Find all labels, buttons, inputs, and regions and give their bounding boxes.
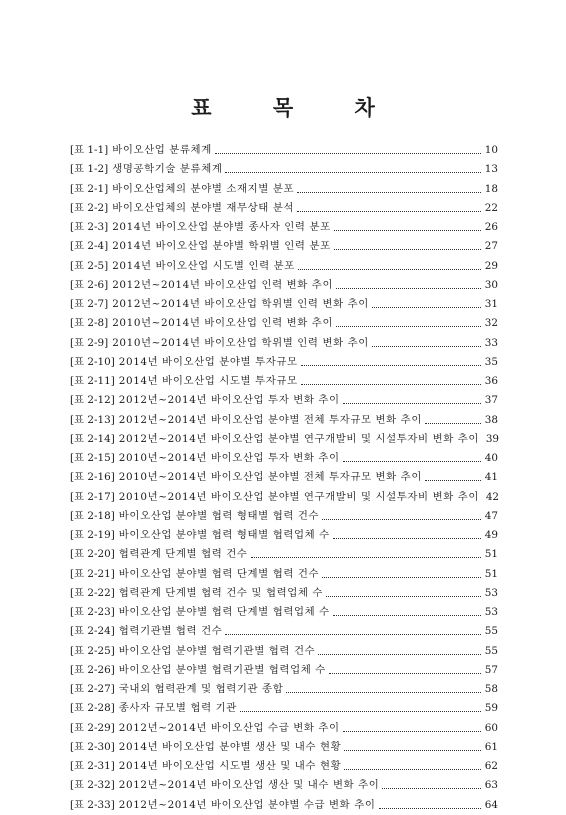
toc-entry-page: 27 bbox=[484, 240, 498, 253]
toc-entry-label bbox=[70, 180, 294, 199]
toc-leader-dots bbox=[379, 808, 482, 809]
toc-entry[interactable] bbox=[70, 642, 498, 661]
toc-entry-number: [표 2-7] bbox=[70, 298, 109, 310]
toc-entry-title: 2012년~2014년 바이오산업 수급 변화 추이 bbox=[118, 721, 340, 734]
toc-entry-number: [표 2-11] bbox=[70, 375, 115, 387]
toc-leader-dots bbox=[333, 615, 481, 616]
toc-entry-page: 58 bbox=[484, 683, 498, 695]
toc-entry-page: 55 bbox=[484, 644, 498, 657]
toc-entry-title: 2012년~2014년 바이오산업 생산 및 내수 변화 추이 bbox=[118, 779, 380, 792]
toc-leader-dots bbox=[382, 788, 481, 789]
toc-leader-dots bbox=[372, 307, 481, 308]
toc-leader-dots bbox=[336, 326, 481, 327]
toc-entry-label bbox=[70, 603, 330, 622]
toc-entry-label bbox=[70, 334, 369, 353]
toc-entry[interactable] bbox=[70, 738, 498, 757]
toc-entry-title: 2012년~2014년 바이오산업 분야별 수급 변화 추이 bbox=[118, 798, 376, 811]
toc-entry-number: [표 2-20] bbox=[70, 548, 115, 561]
toc-entry-title: 2010년~2014년 바이오산업 분야별 전체 투자규모 변화 추이 bbox=[118, 471, 422, 484]
toc-entry-number: [표 2-18] bbox=[70, 509, 115, 522]
toc-entry-title: 바이오산업 분야별 협력기관별 협력 건수 bbox=[118, 644, 316, 657]
toc-entry[interactable] bbox=[70, 565, 498, 584]
toc-entry-label bbox=[70, 295, 369, 314]
toc-entry[interactable] bbox=[70, 353, 498, 372]
toc-entry-page: 51 bbox=[484, 567, 498, 580]
toc-entry-label bbox=[70, 584, 323, 603]
toc-entry-number: [표 2-4] bbox=[70, 240, 109, 253]
toc-leader-dots bbox=[225, 634, 481, 635]
toc-entry-label bbox=[70, 237, 331, 256]
toc-entry-number: [표 2-26] bbox=[70, 663, 115, 676]
toc-entry-title: 2010년~2014년 바이오산업 인력 변화 추이 bbox=[112, 317, 334, 330]
toc-entry-title: 생명공학기술 분류체계 bbox=[112, 163, 223, 176]
toc-entry-label bbox=[70, 468, 422, 487]
toc-entry-number: [표 2-23] bbox=[70, 606, 115, 618]
toc-entry-label bbox=[70, 757, 341, 776]
toc-leader-dots bbox=[322, 519, 481, 520]
toc-leader-dots bbox=[343, 403, 481, 404]
toc-entry-number: [표 2-30] bbox=[70, 740, 115, 753]
toc-entry-number: [표 2-16] bbox=[70, 471, 115, 484]
toc-leader-dots bbox=[344, 769, 481, 770]
toc-entry-page: 64 bbox=[484, 798, 498, 811]
toc-leader-dots bbox=[298, 269, 481, 270]
toc-entry-number: [표 2-2] bbox=[70, 201, 109, 214]
toc-entry-label bbox=[70, 507, 319, 526]
toc-entry-page: 33 bbox=[484, 336, 498, 349]
toc-entry[interactable] bbox=[70, 603, 498, 622]
toc-entry[interactable] bbox=[70, 334, 498, 353]
toc-entry-label bbox=[70, 661, 326, 680]
toc-entry-title: 바이오산업 분야별 협력 형태별 협력 건수 bbox=[118, 509, 320, 522]
toc-entry-number: [표 2-33] bbox=[70, 798, 115, 811]
toc-entry-page: 63 bbox=[484, 779, 498, 792]
toc-entry[interactable] bbox=[70, 699, 498, 718]
toc-leader-dots bbox=[425, 480, 481, 481]
toc-entry-page: 60 bbox=[484, 721, 498, 734]
toc-entry-label bbox=[70, 776, 379, 795]
toc-entry-label bbox=[70, 372, 298, 391]
toc-leader-dots bbox=[425, 423, 481, 424]
toc-leader-dots bbox=[322, 577, 481, 578]
toc-entry-number: [표 2-12] bbox=[70, 394, 115, 407]
toc-entry[interactable] bbox=[70, 237, 498, 256]
toc-leader-dots bbox=[336, 288, 481, 289]
toc-entry-title: 바이오산업체의 분야별 재무상태 분석 bbox=[112, 201, 295, 214]
toc-entry-title: 2014년 바이오산업 분야별 학위별 인력 분포 bbox=[112, 240, 331, 253]
toc-entry[interactable] bbox=[70, 411, 498, 430]
toc-entry-title: 바이오산업 분야별 협력 형태별 협력업체 수 bbox=[118, 529, 330, 541]
toc-entry-number: [표 2-24] bbox=[70, 625, 115, 638]
toc-entry[interactable] bbox=[70, 160, 498, 179]
toc-entry-title: 바이오산업체의 분야별 소재지별 분포 bbox=[112, 182, 295, 195]
toc-entry-number: [표 2-8] bbox=[70, 317, 109, 330]
toc-leader-dots bbox=[329, 673, 481, 674]
toc-leader-dots bbox=[297, 192, 481, 193]
toc-entry-page: 42 bbox=[485, 490, 500, 503]
toc-entry-number: [표 2-31] bbox=[70, 760, 115, 772]
toc-entry-page: 35 bbox=[484, 355, 498, 368]
toc-entry-label bbox=[70, 353, 298, 372]
toc-entry-page: 62 bbox=[484, 760, 498, 772]
toc-entry-page: 49 bbox=[484, 529, 498, 541]
toc-entry-title: 2012년~2014년 바이오산업 학위별 인력 변화 추이 bbox=[112, 298, 369, 310]
toc-entry[interactable] bbox=[70, 507, 498, 526]
toc-entry-number: [표 2-5] bbox=[70, 259, 109, 272]
table-of-contents-list bbox=[70, 141, 498, 815]
toc-entry-title: 2010년~2014년 바이오산업 분야별 연구개발비 및 시설투자비 변화 추이 bbox=[118, 490, 480, 503]
toc-entry-page: 26 bbox=[484, 221, 498, 233]
toc-entry-title: 2010년~2014년 바이오산업 학위별 인력 변화 추이 bbox=[112, 336, 369, 349]
toc-entry-number: [표 2-19] bbox=[70, 529, 115, 541]
toc-entry[interactable] bbox=[70, 468, 498, 487]
toc-leader-dots bbox=[215, 153, 481, 154]
toc-entry-title: 2014년 바이오산업 분야별 투자규모 bbox=[118, 355, 298, 368]
toc-entry-title: 2014년 바이오산업 분야별 종사자 인력 분포 bbox=[112, 221, 331, 233]
toc-leader-dots bbox=[286, 692, 481, 693]
toc-leader-dots bbox=[240, 711, 481, 712]
toc-entry-number: [표 2-14] bbox=[70, 432, 115, 445]
toc-entry-number: [표 2-22] bbox=[70, 586, 115, 599]
toc-entry-number: [표 2-32] bbox=[70, 779, 115, 792]
toc-leader-dots bbox=[251, 557, 481, 558]
toc-entry-label bbox=[70, 391, 340, 410]
toc-entry-page: 61 bbox=[484, 740, 498, 753]
toc-entry[interactable] bbox=[70, 257, 498, 276]
toc-entry-label bbox=[70, 160, 222, 179]
toc-entry[interactable] bbox=[70, 372, 498, 391]
toc-entry-title: 협력관계 단계별 협력 건수 및 협력업체 수 bbox=[118, 586, 324, 599]
page-title: 표 목 차 bbox=[191, 96, 402, 120]
toc-entry-page: 47 bbox=[484, 509, 498, 522]
toc-entry-label bbox=[70, 565, 319, 584]
toc-entry-number: [표 2-27] bbox=[70, 683, 115, 695]
toc-entry-page: 40 bbox=[484, 452, 498, 464]
toc-entry-number: [표 2-1] bbox=[70, 182, 109, 195]
toc-entry-label bbox=[70, 411, 422, 430]
toc-leader-dots bbox=[334, 249, 481, 250]
toc-leader-dots bbox=[333, 538, 481, 539]
toc-entry[interactable] bbox=[70, 199, 498, 218]
toc-entry-number: [표 1-1] bbox=[70, 144, 109, 156]
toc-entry-number: [표 2-6] bbox=[70, 278, 109, 291]
toc-entry-label bbox=[70, 526, 330, 545]
toc-entry-number: [표 2-3] bbox=[70, 221, 109, 233]
toc-leader-dots bbox=[301, 384, 481, 385]
toc-leader-dots bbox=[297, 211, 481, 212]
toc-entry-number: [표 1-2] bbox=[70, 163, 109, 176]
toc-entry-page: 53 bbox=[484, 586, 498, 599]
toc-entry-title: 바이오산업 분야별 협력기관별 협력업체 수 bbox=[118, 663, 326, 676]
toc-entry-label bbox=[70, 699, 237, 718]
toc-entry-page: 37 bbox=[484, 394, 498, 407]
toc-entry-number: [표 2-25] bbox=[70, 644, 115, 657]
toc-entry[interactable] bbox=[70, 526, 498, 545]
toc-entry-page: 39 bbox=[485, 432, 500, 445]
toc-entry-page: 22 bbox=[484, 201, 498, 214]
toc-entry-label bbox=[70, 141, 212, 160]
toc-entry-title: 2014년 바이오산업 시도별 생산 및 내수 현황 bbox=[118, 760, 342, 772]
toc-entry-label bbox=[70, 276, 333, 295]
toc-entry-label bbox=[70, 314, 333, 333]
toc-entry-label bbox=[70, 449, 340, 468]
toc-entry-title: 2014년 바이오산업 시도별 투자규모 bbox=[118, 375, 298, 387]
toc-entry-title: 바이오산업 분야별 협력 단계별 협력 건수 bbox=[118, 567, 320, 580]
toc-entry-number: [표 2-29] bbox=[70, 721, 115, 734]
toc-entry-label bbox=[70, 796, 376, 815]
toc-leader-dots bbox=[344, 750, 481, 751]
toc-leader-dots bbox=[326, 596, 481, 597]
toc-entry[interactable] bbox=[70, 430, 498, 449]
toc-entry-page: 30 bbox=[484, 278, 498, 291]
toc-entry[interactable] bbox=[70, 680, 498, 699]
toc-leader-dots bbox=[343, 461, 481, 462]
toc-entry-label bbox=[70, 680, 283, 699]
toc-entry-title: 협력기관별 협력 건수 bbox=[118, 625, 223, 638]
toc-entry-label bbox=[70, 719, 340, 738]
toc-entry-number: [표 2-9] bbox=[70, 336, 109, 349]
toc-entry-label bbox=[70, 257, 295, 276]
toc-entry-number: [표 2-15] bbox=[70, 452, 115, 464]
toc-entry[interactable] bbox=[70, 757, 498, 776]
toc-entry-title: 바이오산업 분류체계 bbox=[112, 144, 212, 156]
toc-entry-number: [표 2-10] bbox=[70, 355, 115, 368]
toc-entry-page: 59 bbox=[484, 702, 498, 715]
toc-entry-number: [표 2-13] bbox=[70, 413, 115, 426]
toc-entry-title: 2014년 바이오산업 시도별 인력 분포 bbox=[112, 259, 295, 272]
toc-entry-page: 41 bbox=[484, 471, 498, 484]
toc-entry[interactable] bbox=[70, 545, 498, 564]
toc-leader-dots bbox=[318, 654, 481, 655]
toc-entry[interactable] bbox=[70, 180, 498, 199]
toc-entry-number: [표 2-21] bbox=[70, 567, 115, 580]
toc-entry-page: 36 bbox=[484, 375, 498, 387]
toc-entry-label bbox=[70, 545, 248, 564]
toc-entry-title: 2012년~2014년 바이오산업 투자 변화 추이 bbox=[118, 394, 340, 407]
toc-entry-label bbox=[70, 622, 222, 641]
toc-entry[interactable] bbox=[70, 796, 498, 815]
toc-entry[interactable] bbox=[70, 488, 498, 507]
toc-entry-page: 55 bbox=[484, 625, 498, 638]
toc-leader-dots bbox=[225, 172, 481, 173]
toc-leader-dots bbox=[343, 731, 481, 732]
toc-entry-page: 53 bbox=[484, 606, 498, 618]
toc-entry-label bbox=[70, 430, 479, 449]
toc-entry-page: 57 bbox=[484, 663, 498, 676]
toc-entry[interactable] bbox=[70, 276, 498, 295]
toc-entry-label bbox=[70, 642, 315, 661]
toc-entry-page: 13 bbox=[484, 163, 498, 176]
toc-entry-title: 2012년~2014년 바이오산업 인력 변화 추이 bbox=[112, 278, 334, 291]
toc-entry-number: [표 2-17] bbox=[70, 490, 115, 503]
toc-entry-title: 2014년 바이오산업 분야별 생산 및 내수 현황 bbox=[118, 740, 342, 753]
toc-entry-label bbox=[70, 199, 294, 218]
toc-entry[interactable] bbox=[70, 218, 498, 237]
toc-entry-page: 32 bbox=[484, 317, 498, 330]
toc-entry[interactable] bbox=[70, 622, 498, 641]
toc-entry[interactable] bbox=[70, 314, 498, 333]
toc-entry-title: 국내외 협력관계 및 협력기관 종합 bbox=[118, 683, 284, 695]
toc-entry-label bbox=[70, 218, 331, 237]
toc-entry-title: 종사자 규모별 협력 기관 bbox=[118, 702, 237, 715]
toc-entry-page: 10 bbox=[484, 144, 498, 156]
toc-entry-number: [표 2-28] bbox=[70, 702, 115, 715]
toc-leader-dots bbox=[301, 365, 481, 366]
toc-entry-page: 38 bbox=[484, 413, 498, 426]
toc-entry-page: 18 bbox=[484, 182, 498, 195]
toc-entry-label bbox=[70, 738, 341, 757]
toc-entry[interactable] bbox=[70, 391, 498, 410]
toc-entry-title: 2010년~2014년 바이오산업 투자 변화 추이 bbox=[118, 452, 340, 464]
toc-entry-page: 51 bbox=[484, 548, 498, 561]
toc-entry-page: 29 bbox=[484, 259, 498, 272]
toc-entry[interactable] bbox=[70, 661, 498, 680]
toc-entry[interactable] bbox=[70, 295, 498, 314]
toc-entry[interactable] bbox=[70, 776, 498, 795]
toc-entry-label bbox=[70, 488, 479, 507]
toc-entry[interactable] bbox=[70, 719, 498, 738]
toc-entry-title: 2012년~2014년 바이오산업 분야별 전체 투자규모 변화 추이 bbox=[118, 413, 422, 426]
toc-entry-title: 바이오산업 분야별 협력 단계별 협력업체 수 bbox=[118, 606, 330, 618]
toc-leader-dots bbox=[372, 346, 481, 347]
toc-entry[interactable] bbox=[70, 584, 498, 603]
toc-entry-page: 31 bbox=[484, 298, 498, 310]
toc-leader-dots bbox=[334, 230, 481, 231]
toc-entry[interactable] bbox=[70, 449, 498, 468]
toc-entry-title: 2012년~2014년 바이오산업 분야별 연구개발비 및 시설투자비 변화 추이 bbox=[118, 432, 480, 445]
toc-entry[interactable] bbox=[70, 141, 498, 160]
toc-entry-title: 협력관계 단계별 협력 건수 bbox=[118, 548, 248, 561]
